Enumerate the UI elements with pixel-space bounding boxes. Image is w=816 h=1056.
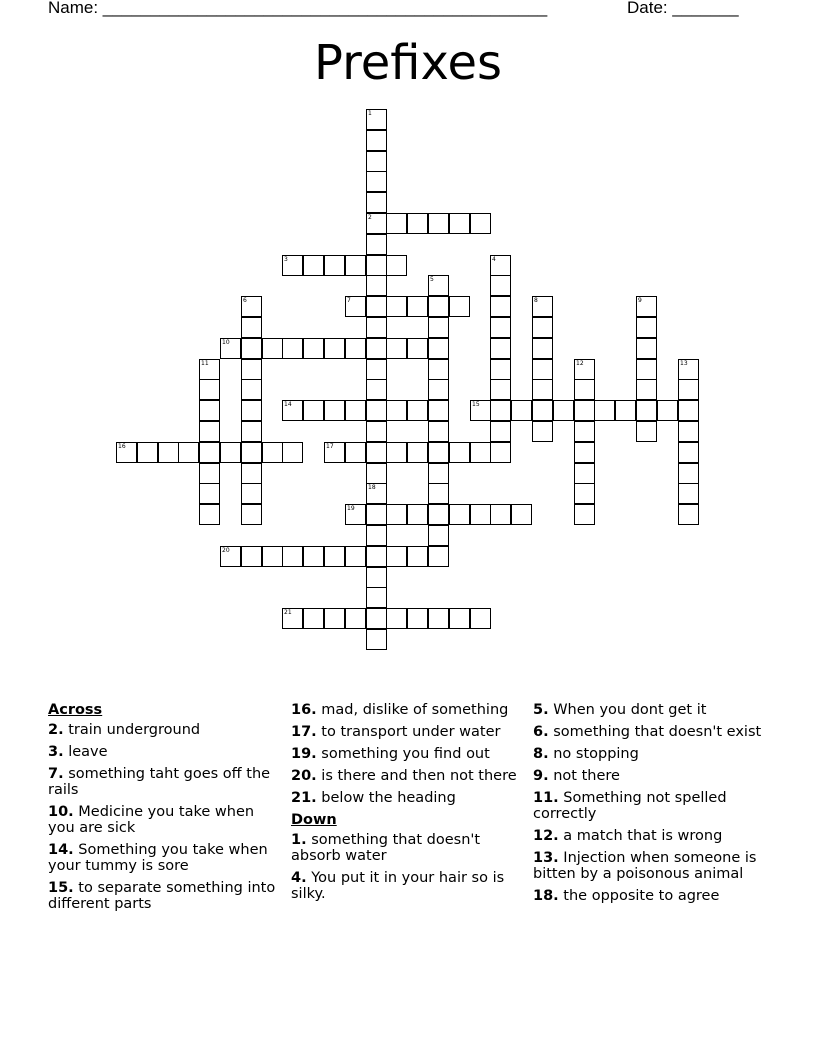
grid-cell[interactable] xyxy=(366,171,387,192)
clue-across-16 xyxy=(291,702,526,718)
grid-cell[interactable] xyxy=(366,255,387,276)
grid-cell[interactable] xyxy=(220,546,241,567)
grid-cell[interactable] xyxy=(137,442,158,463)
grid-cell[interactable] xyxy=(262,338,283,359)
grid-cell[interactable] xyxy=(220,338,241,359)
grid-cell[interactable] xyxy=(386,213,407,234)
grid-cell[interactable] xyxy=(490,296,511,317)
grid-cell[interactable] xyxy=(574,379,595,400)
clue-text: When you dont get it xyxy=(548,702,707,718)
grid-cell[interactable] xyxy=(678,504,699,525)
clue-across-19 xyxy=(291,746,526,762)
grid-cell[interactable] xyxy=(470,608,491,629)
grid-cell[interactable] xyxy=(574,483,595,504)
grid-cell[interactable] xyxy=(490,442,511,463)
name-field-line: Name: _______________________________________________ xyxy=(48,0,548,17)
cell-number: 5 xyxy=(430,276,434,283)
grid-cell[interactable] xyxy=(428,546,449,567)
grid-cell[interactable] xyxy=(636,317,657,338)
grid-cell[interactable] xyxy=(199,400,220,421)
grid-cell[interactable] xyxy=(574,463,595,484)
date-field-line: Date: _______ xyxy=(627,0,739,17)
cell-number: 9 xyxy=(638,297,642,304)
grid-cell[interactable] xyxy=(366,567,387,588)
grid-cell[interactable] xyxy=(324,400,345,421)
grid-cell[interactable] xyxy=(678,379,699,400)
down-heading: Down xyxy=(291,812,337,828)
grid-cell[interactable] xyxy=(532,359,553,380)
clue-text: Injection when someone is bitten by a poisonous animal xyxy=(533,850,757,882)
grid-cell[interactable] xyxy=(366,109,387,130)
grid-cell[interactable] xyxy=(199,359,220,380)
grid-cell[interactable] xyxy=(428,442,449,463)
grid-cell[interactable] xyxy=(366,275,387,296)
clue-down-12 xyxy=(533,828,768,844)
grid-cell[interactable] xyxy=(366,587,387,608)
grid-cell[interactable] xyxy=(636,379,657,400)
grid-cell[interactable] xyxy=(678,421,699,442)
clue-text: no stopping xyxy=(548,746,639,762)
clue-text: something that doesn't absorb water xyxy=(291,832,481,864)
clue-text: You put it in your hair so is silky. xyxy=(291,870,505,902)
grid-cell[interactable] xyxy=(366,379,387,400)
grid-cell[interactable] xyxy=(386,442,407,463)
clue-number: 16. xyxy=(291,702,317,718)
cell-number: 2 xyxy=(368,214,372,221)
grid-cell[interactable] xyxy=(678,442,699,463)
grid-cell[interactable] xyxy=(678,463,699,484)
clue-text: something you find out xyxy=(316,746,490,762)
clue-number: 10. xyxy=(48,804,74,820)
grid-cell[interactable] xyxy=(158,442,179,463)
grid-cell[interactable] xyxy=(241,546,262,567)
clue-number: 18. xyxy=(533,888,559,904)
grid-cell[interactable] xyxy=(532,317,553,338)
grid-cell[interactable] xyxy=(615,400,636,421)
grid-cell[interactable] xyxy=(490,255,511,276)
grid-cell[interactable] xyxy=(282,442,303,463)
clue-text: not there xyxy=(548,768,620,784)
cell-number: 18 xyxy=(368,484,376,491)
clue-across-2 xyxy=(48,722,283,738)
clue-number: 1. xyxy=(291,832,307,848)
grid-cell[interactable] xyxy=(490,275,511,296)
grid-cell[interactable] xyxy=(324,608,345,629)
grid-cell[interactable] xyxy=(490,421,511,442)
grid-cell[interactable] xyxy=(428,379,449,400)
grid-cell[interactable] xyxy=(282,338,303,359)
grid-cell[interactable] xyxy=(241,442,262,463)
grid-cell[interactable] xyxy=(428,359,449,380)
grid-cell[interactable] xyxy=(366,483,387,504)
clue-across-21 xyxy=(291,790,526,806)
grid-cell[interactable] xyxy=(428,608,449,629)
grid-cell[interactable] xyxy=(199,421,220,442)
clue-text: a match that is wrong xyxy=(558,828,723,844)
grid-cell[interactable] xyxy=(282,608,303,629)
grid-cell[interactable] xyxy=(241,338,262,359)
clue-across-7 xyxy=(48,766,283,798)
grid-cell[interactable] xyxy=(407,213,428,234)
grid-cell[interactable] xyxy=(303,255,324,276)
grid-cell[interactable] xyxy=(574,421,595,442)
clue-down-8 xyxy=(533,746,768,762)
grid-cell[interactable] xyxy=(386,504,407,525)
clue-text: the opposite to agree xyxy=(558,888,720,904)
clue-text: leave xyxy=(63,744,108,760)
clue-number: 11. xyxy=(533,790,559,806)
clue-number: 13. xyxy=(533,850,559,866)
grid-cell[interactable] xyxy=(199,483,220,504)
grid-cell[interactable] xyxy=(241,296,262,317)
grid-cell[interactable] xyxy=(241,483,262,504)
grid-cell[interactable] xyxy=(428,421,449,442)
grid-cell[interactable] xyxy=(199,463,220,484)
grid-cell[interactable] xyxy=(282,400,303,421)
grid-cell[interactable] xyxy=(199,504,220,525)
clue-down-11 xyxy=(533,790,768,822)
grid-cell[interactable] xyxy=(366,130,387,151)
grid-cell[interactable] xyxy=(553,400,574,421)
grid-cell[interactable] xyxy=(366,234,387,255)
grid-cell[interactable] xyxy=(241,359,262,380)
grid-cell[interactable] xyxy=(428,317,449,338)
grid-cell[interactable] xyxy=(407,546,428,567)
grid-cell[interactable] xyxy=(407,338,428,359)
cell-number: 16 xyxy=(118,443,126,450)
grid-cell[interactable] xyxy=(282,546,303,567)
grid-cell[interactable] xyxy=(366,400,387,421)
clue-across-20 xyxy=(291,768,526,784)
grid-cell[interactable] xyxy=(303,546,324,567)
grid-cell[interactable] xyxy=(178,442,199,463)
clue-down-13 xyxy=(533,850,768,882)
grid-cell[interactable] xyxy=(386,546,407,567)
grid-cell[interactable] xyxy=(490,400,511,421)
grid-cell[interactable] xyxy=(470,504,491,525)
grid-cell[interactable] xyxy=(428,400,449,421)
grid-cell[interactable] xyxy=(241,317,262,338)
grid-cell[interactable] xyxy=(366,338,387,359)
grid-cell[interactable] xyxy=(324,546,345,567)
grid-cell[interactable] xyxy=(407,296,428,317)
clue-number: 8. xyxy=(533,746,549,762)
clue-number: 9. xyxy=(533,768,549,784)
clue-number: 14. xyxy=(48,842,74,858)
grid-cell[interactable] xyxy=(532,338,553,359)
grid-cell[interactable] xyxy=(636,421,657,442)
clue-number: 15. xyxy=(48,880,74,896)
clue-column-3 xyxy=(533,702,768,910)
clue-across-14 xyxy=(48,842,283,874)
clue-column-2 xyxy=(291,702,526,908)
grid-cell[interactable] xyxy=(366,546,387,567)
grid-cell[interactable] xyxy=(241,379,262,400)
clue-number: 21. xyxy=(291,790,317,806)
clue-text: train underground xyxy=(63,722,201,738)
cell-number: 7 xyxy=(347,297,351,304)
clue-number: 5. xyxy=(533,702,549,718)
cell-number: 17 xyxy=(326,443,334,450)
clue-across-15 xyxy=(48,880,283,912)
grid-cell[interactable] xyxy=(366,213,387,234)
grid-cell[interactable] xyxy=(366,296,387,317)
grid-cell[interactable] xyxy=(636,296,657,317)
grid-cell[interactable] xyxy=(490,317,511,338)
grid-cell[interactable] xyxy=(366,151,387,172)
grid-cell[interactable] xyxy=(345,442,366,463)
grid-cell[interactable] xyxy=(199,379,220,400)
clue-text: mad, dislike of something xyxy=(316,702,509,718)
grid-cell[interactable] xyxy=(532,421,553,442)
grid-cell[interactable] xyxy=(490,379,511,400)
grid-cell[interactable] xyxy=(407,504,428,525)
clue-down-9 xyxy=(533,768,768,784)
grid-cell[interactable] xyxy=(532,296,553,317)
clue-across-3 xyxy=(48,744,283,760)
grid-cell[interactable] xyxy=(199,442,220,463)
grid-cell[interactable] xyxy=(386,338,407,359)
grid-cell[interactable] xyxy=(574,400,595,421)
grid-cell[interactable] xyxy=(262,442,283,463)
cell-number: 6 xyxy=(243,297,247,304)
clue-column-1 xyxy=(48,702,283,918)
grid-cell[interactable] xyxy=(678,359,699,380)
grid-cell[interactable] xyxy=(303,338,324,359)
clue-number: 20. xyxy=(291,768,317,784)
cell-number: 20 xyxy=(222,547,230,554)
grid-cell[interactable] xyxy=(366,192,387,213)
grid-cell[interactable] xyxy=(303,400,324,421)
clue-number: 12. xyxy=(533,828,559,844)
grid-cell[interactable] xyxy=(241,400,262,421)
grid-cell[interactable] xyxy=(345,504,366,525)
grid-cell[interactable] xyxy=(594,400,615,421)
clue-text: something that doesn't exist xyxy=(548,724,762,740)
clue-text: Medicine you take when you are sick xyxy=(48,804,255,836)
clue-down-1 xyxy=(291,832,526,864)
grid-cell[interactable] xyxy=(241,421,262,442)
grid-cell[interactable] xyxy=(366,504,387,525)
grid-cell[interactable] xyxy=(366,608,387,629)
grid-cell[interactable] xyxy=(303,608,324,629)
grid-cell[interactable] xyxy=(345,608,366,629)
grid-cell[interactable] xyxy=(220,442,241,463)
clue-number: 3. xyxy=(48,744,64,760)
cell-number: 11 xyxy=(201,360,209,367)
clue-number: 17. xyxy=(291,724,317,740)
grid-cell[interactable] xyxy=(636,338,657,359)
clue-across-10 xyxy=(48,804,283,836)
clue-across-17 xyxy=(291,724,526,740)
grid-cell[interactable] xyxy=(324,442,345,463)
clue-number: 19. xyxy=(291,746,317,762)
cell-number: 15 xyxy=(472,401,480,408)
cell-number: 3 xyxy=(284,256,288,263)
grid-cell[interactable] xyxy=(636,400,657,421)
clue-text: below the heading xyxy=(316,790,456,806)
clue-text: something taht goes off the rails xyxy=(48,766,271,798)
grid-cell[interactable] xyxy=(428,463,449,484)
clue-text: Something not spelled correctly xyxy=(533,790,727,822)
grid-cell[interactable] xyxy=(449,442,470,463)
grid-cell[interactable] xyxy=(407,442,428,463)
cell-number: 12 xyxy=(576,360,584,367)
across-heading: Across xyxy=(48,702,103,718)
grid-cell[interactable] xyxy=(324,255,345,276)
grid-cell[interactable] xyxy=(449,608,470,629)
grid-cell[interactable] xyxy=(345,546,366,567)
grid-cell[interactable] xyxy=(490,338,511,359)
grid-cell[interactable] xyxy=(470,442,491,463)
grid-cell[interactable] xyxy=(386,296,407,317)
grid-cell[interactable] xyxy=(532,379,553,400)
grid-cell[interactable] xyxy=(428,338,449,359)
grid-cell[interactable] xyxy=(366,629,387,650)
grid-cell[interactable] xyxy=(366,442,387,463)
grid-cell[interactable] xyxy=(241,463,262,484)
cell-number: 1 xyxy=(368,110,372,117)
grid-cell[interactable] xyxy=(366,359,387,380)
grid-cell[interactable] xyxy=(366,463,387,484)
grid-cell[interactable] xyxy=(116,442,137,463)
clue-number: 2. xyxy=(48,722,64,738)
grid-cell[interactable] xyxy=(324,338,345,359)
grid-cell[interactable] xyxy=(532,400,553,421)
clue-down-4 xyxy=(291,870,526,902)
grid-cell[interactable] xyxy=(574,442,595,463)
grid-cell[interactable] xyxy=(678,400,699,421)
grid-cell[interactable] xyxy=(366,317,387,338)
grid-cell[interactable] xyxy=(470,213,491,234)
grid-cell[interactable] xyxy=(366,525,387,546)
grid-cell[interactable] xyxy=(574,359,595,380)
grid-cell[interactable] xyxy=(262,546,283,567)
grid-cell[interactable] xyxy=(490,359,511,380)
grid-cell[interactable] xyxy=(282,255,303,276)
clue-number: 4. xyxy=(291,870,307,886)
grid-cell[interactable] xyxy=(386,400,407,421)
grid-cell[interactable] xyxy=(428,275,449,296)
grid-cell[interactable] xyxy=(574,504,595,525)
grid-cell[interactable] xyxy=(428,213,449,234)
grid-cell[interactable] xyxy=(449,213,470,234)
clue-text: to separate something into different parts xyxy=(48,880,276,912)
grid-cell[interactable] xyxy=(407,400,428,421)
grid-cell[interactable] xyxy=(428,483,449,504)
grid-cell[interactable] xyxy=(386,608,407,629)
page-title: Prefixes xyxy=(313,35,502,91)
grid-cell[interactable] xyxy=(345,296,366,317)
grid-cell[interactable] xyxy=(241,504,262,525)
grid-cell[interactable] xyxy=(636,359,657,380)
clue-text: Something you take when your tummy is sore xyxy=(48,842,268,874)
clue-down-5 xyxy=(533,702,768,718)
cell-number: 13 xyxy=(680,360,688,367)
grid-cell[interactable] xyxy=(428,296,449,317)
grid-cell[interactable] xyxy=(345,255,366,276)
grid-cell[interactable] xyxy=(386,255,407,276)
grid-cell[interactable] xyxy=(449,296,470,317)
grid-cell[interactable] xyxy=(428,525,449,546)
clue-text: is there and then not there xyxy=(316,768,517,784)
clue-down-6 xyxy=(533,724,768,740)
grid-cell[interactable] xyxy=(657,400,678,421)
grid-cell[interactable] xyxy=(511,400,532,421)
clue-number: 6. xyxy=(533,724,549,740)
clue-down-18 xyxy=(533,888,768,904)
clue-number: 7. xyxy=(48,766,64,782)
cell-number: 21 xyxy=(284,609,292,616)
grid-cell[interactable] xyxy=(407,608,428,629)
grid-cell[interactable] xyxy=(470,400,491,421)
grid-cell[interactable] xyxy=(428,504,449,525)
cell-number: 14 xyxy=(284,401,292,408)
grid-cell[interactable] xyxy=(449,504,470,525)
grid-cell[interactable] xyxy=(345,400,366,421)
cell-number: 10 xyxy=(222,339,230,346)
grid-cell[interactable] xyxy=(490,504,511,525)
clue-text: to transport under water xyxy=(316,724,501,740)
grid-cell[interactable] xyxy=(366,421,387,442)
grid-cell[interactable] xyxy=(345,338,366,359)
grid-cell[interactable] xyxy=(678,483,699,504)
cell-number: 8 xyxy=(534,297,538,304)
grid-cell[interactable] xyxy=(511,504,532,525)
cell-number: 19 xyxy=(347,505,355,512)
cell-number: 4 xyxy=(492,256,496,263)
